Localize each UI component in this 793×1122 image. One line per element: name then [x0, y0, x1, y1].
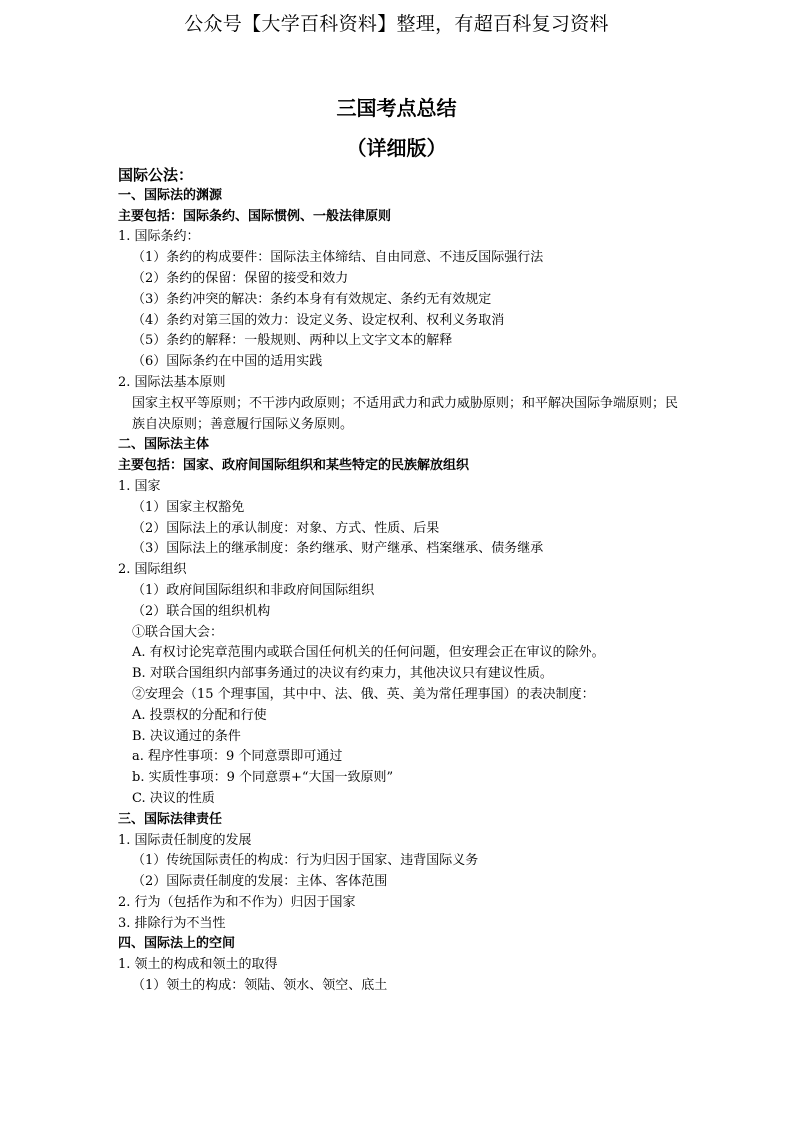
section-heading: 主要包括：国家、政府间国际组织和某些特定的民族解放组织 [118, 458, 470, 474]
section-heading: 主要包括：国际条约、国际惯例、一般法律原则 [118, 208, 392, 224]
text-line: a. 程序性事项：9 个同意票即可通过 [132, 749, 343, 765]
text-line: （1）条约的构成要件：国际法主体缔结、自由同意、不违反国际强行法 [132, 250, 544, 266]
text-line: A. 有权讨论宪章范围内或联合国任何机关的任何问题，但安理会正在审议的除外。 [132, 645, 605, 661]
text-line: 1. 国家 [118, 478, 161, 494]
text-line: （3）国际法上的继承制度：条约继承、财产继承、档案继承、债务继承 [132, 541, 544, 557]
text-line: A. 投票权的分配和行使 [132, 707, 267, 723]
section-heading: 四、国际法上的空间 [118, 936, 236, 952]
text-line: （3）条约冲突的解决：条约本身有有效规定、条约无有效规定 [132, 291, 492, 307]
text-line: 2. 国际法基本原则 [118, 374, 226, 390]
text-line: （1）领土的构成：领陆、领水、领空、底土 [132, 978, 388, 994]
text-line: B. 决议通过的条件 [132, 728, 241, 744]
text-line: 3. 排除行为不当性 [118, 915, 226, 931]
text-line: （1）传统国际责任的构成：行为归因于国家、违背国际义务 [132, 853, 479, 869]
text-line: （4）条约对第三国的效力：设定义务、设定权利、权利义务取消 [132, 312, 505, 328]
text-line: （2）国际责任制度的发展：主体、客体范围 [132, 874, 388, 890]
text-line: 1. 国际条约： [118, 229, 200, 245]
section-heading: 一、国际法的渊源 [118, 187, 223, 203]
text-line: C. 决议的性质 [132, 790, 215, 806]
text-line: ②安理会（15 个理事国，其中中、法、俄、英、美为常任理事国）的表决制度： [132, 686, 595, 702]
section-heading: 二、国际法主体 [118, 437, 210, 453]
text-line: 2. 行为（包括作为和不作为）归因于国家 [118, 894, 356, 910]
page-subtitle: （详细版） [346, 136, 447, 160]
text-line: 国家主权平等原则；不干涉内政原则；不适用武力和武力威胁原则；和平解决国际争端原则；民族自决原则；善意履行国际义务原则。 [132, 395, 679, 432]
text-line: B. 对联合国组织内部事务通过的决议有约束力，其他决议只有建议性质。 [132, 666, 553, 682]
section-heading: 国际公法： [118, 166, 194, 184]
text-line: 1. 领土的构成和领土的取得 [118, 957, 278, 973]
text-line: 1. 国际责任制度的发展 [118, 832, 252, 848]
section-heading: 三、国际法律责任 [118, 811, 223, 827]
text-line: （5）条约的解释：一般规则、两种以上文字文本的解释 [132, 333, 453, 349]
text-line: ①联合国大会： [132, 624, 224, 640]
text-line: （6）国际条约在中国的适用实践 [132, 354, 323, 370]
document-body [118, 165, 688, 997]
text-line: 2. 国际组织 [118, 562, 187, 578]
text-line: （2）联合国的组织机构 [132, 603, 271, 619]
text-line: b. 实质性事项：9 个同意票+“大国一致原则” [132, 770, 394, 786]
text-line: （1）国家主权豁免 [132, 499, 245, 515]
page-header: 公众号【大学百科资料】整理，有超百科复习资料 [184, 13, 609, 35]
text-line: （2）国际法上的承认制度：对象、方式、性质、后果 [132, 520, 440, 536]
text-line: （2）条约的保留：保留的接受和效力 [132, 270, 349, 286]
text-line: （1）政府间国际组织和非政府间国际组织 [132, 582, 375, 598]
page-title: 三国考点总结 [336, 96, 457, 120]
